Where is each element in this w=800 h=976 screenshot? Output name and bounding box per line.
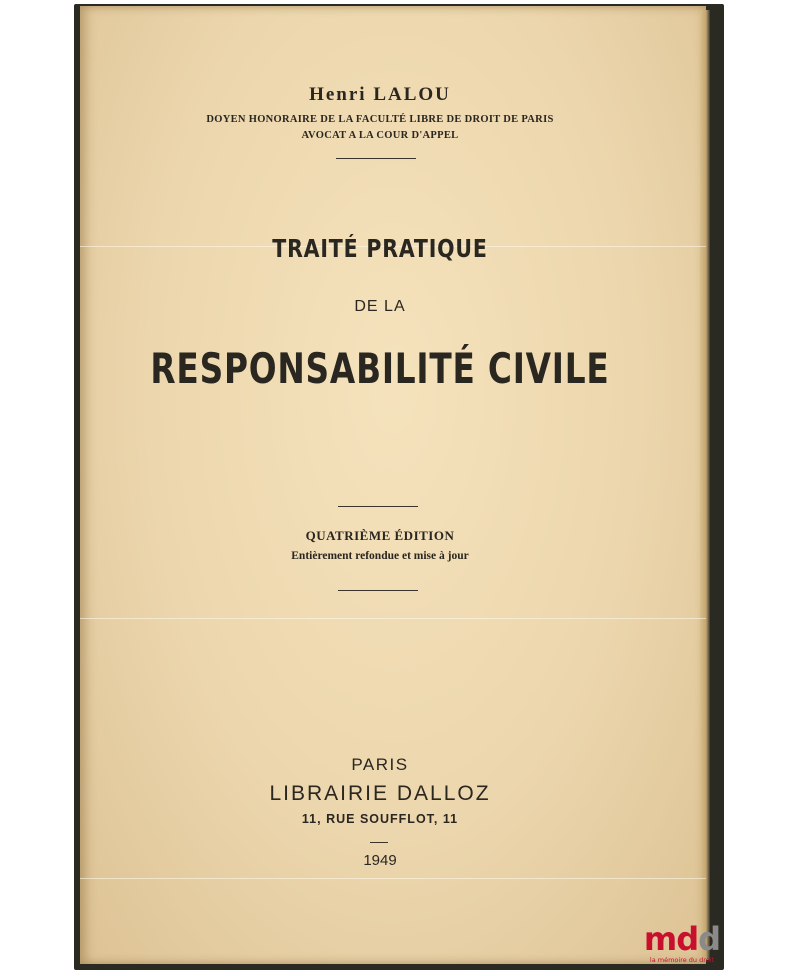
watermark-logo bbox=[640, 922, 724, 976]
publication-city: PARIS bbox=[351, 755, 409, 774]
publication-year: 1949 bbox=[363, 852, 397, 869]
publisher-address: 11, RUE SOUFFLOT, 11 bbox=[301, 812, 459, 826]
divider-rule bbox=[338, 590, 418, 591]
edition-note: Entièrement refondue et mise à jour bbox=[291, 550, 469, 562]
logo-tagline: la mémoire du droit bbox=[649, 956, 715, 964]
divider-rule bbox=[370, 842, 388, 843]
page-edge bbox=[700, 10, 710, 960]
logo-mark: mdd bbox=[643, 920, 721, 958]
publisher-name: LIBRAIRIE DALLOZ bbox=[269, 782, 491, 805]
author-affiliation: DOYEN HONORAIRE DE LA FACULTÉ LIBRE DE DROIT DE PARIS bbox=[206, 114, 554, 125]
divider-rule bbox=[338, 506, 418, 507]
paper-crease bbox=[80, 618, 706, 619]
divider-rule bbox=[336, 158, 416, 159]
author-position: AVOCAT A LA COUR D'APPEL bbox=[301, 130, 459, 141]
edition-label: QUATRIÈME ÉDITION bbox=[305, 528, 455, 543]
author-name: Henri LALOU bbox=[309, 84, 451, 105]
title-line-1: TRAITÉ PRATIQUE bbox=[272, 234, 488, 263]
main-title: RESPONSABILITÉ CIVILE bbox=[150, 344, 610, 393]
title-line-2: DE LA bbox=[354, 298, 406, 315]
paper-crease bbox=[80, 878, 706, 879]
